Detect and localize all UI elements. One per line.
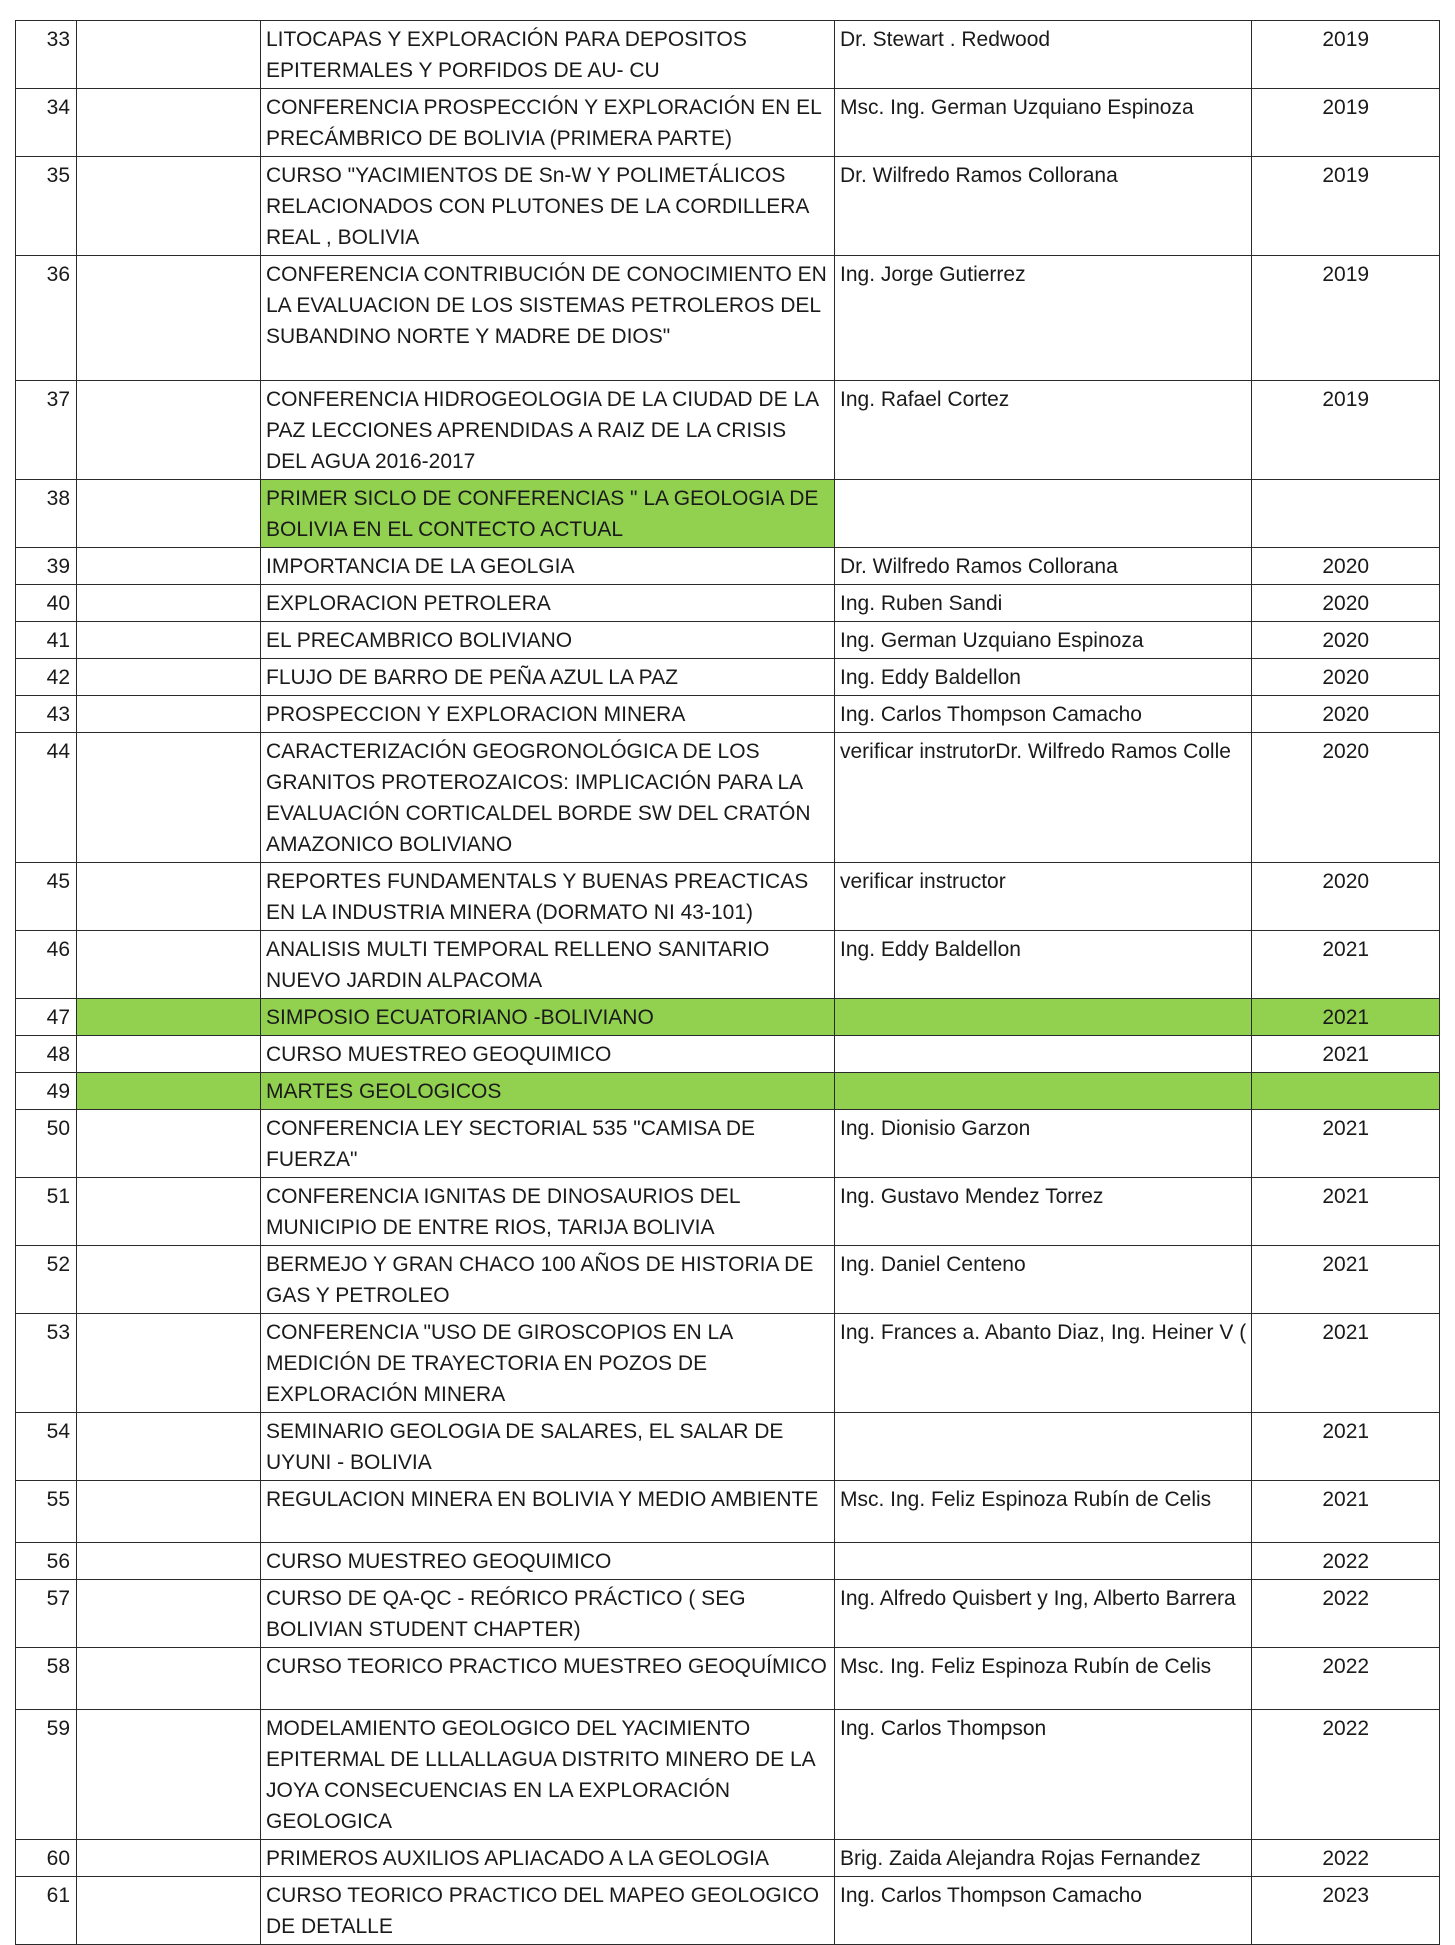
blank-cell [77,89,261,157]
row-number: 43 [16,696,77,733]
blank-cell [77,863,261,931]
course-title: PROSPECCION Y EXPLORACION MINERA [261,696,835,733]
year-cell: 2019 [1252,21,1440,89]
row-number: 53 [16,1314,77,1413]
table-row [16,1036,1440,1073]
table-row [16,999,1440,1036]
year-cell: 2020 [1252,548,1440,585]
year-cell: 2020 [1252,863,1440,931]
row-number: 42 [16,659,77,696]
blank-cell [77,1110,261,1178]
row-number: 34 [16,89,77,157]
table-row [16,585,1440,622]
blank-cell [77,1877,261,1945]
table-row [16,931,1440,999]
course-title: REPORTES FUNDAMENTALS Y BUENAS PREACTICAS EN LA INDUSTRIA MINERA (DORMATO NI 43-101) [261,863,835,931]
year-cell: 2021 [1252,999,1440,1036]
instructor-name [835,999,1252,1036]
table-row [16,1580,1440,1648]
instructor-name: Ing. Eddy Baldellon [835,659,1252,696]
instructor-name: Msc. Ing. Feliz Espinoza Rubín de Celis [835,1648,1252,1710]
year-cell: 2022 [1252,1580,1440,1648]
instructor-name: Ing. Ruben Sandi [835,585,1252,622]
table-row [16,1481,1440,1543]
blank-cell [77,157,261,256]
row-number: 55 [16,1481,77,1543]
instructor-name: Ing. Carlos Thompson Camacho [835,1877,1252,1945]
instructor-name: Msc. Ing. Feliz Espinoza Rubín de Celis [835,1481,1252,1543]
row-number: 57 [16,1580,77,1648]
instructor-name [835,1073,1252,1110]
course-title: PRIMER SICLO DE CONFERENCIAS " LA GEOLOGIA DE BOLIVIA EN EL CONTECTO ACTUAL [261,480,835,548]
course-title: CURSO TEORICO PRACTICO MUESTREO GEOQUÍMICO [261,1648,835,1710]
year-cell: 2020 [1252,733,1440,863]
row-number: 52 [16,1246,77,1314]
blank-cell [77,1580,261,1648]
course-title: EL PRECAMBRICO BOLIVIANO [261,622,835,659]
blank-cell [77,1648,261,1710]
blank-cell [77,1314,261,1413]
year-cell: 2021 [1252,1481,1440,1543]
table-row [16,733,1440,863]
instructor-name [835,1543,1252,1580]
year-cell: 2020 [1252,659,1440,696]
row-number: 36 [16,256,77,381]
table-row [16,89,1440,157]
row-number: 44 [16,733,77,863]
blank-cell [77,1413,261,1481]
course-title: CONFERENCIA CONTRIBUCIÓN DE CONOCIMIENTO EN LA EVALUACION DE LOS SISTEMAS PETROLEROS DEL SUBANDINO NORTE Y MADRE DE DIOS" [261,256,835,381]
course-title: CURSO TEORICO PRACTICO DEL MAPEO GEOLOGICO DE DETALLE [261,1877,835,1945]
year-cell: 2022 [1252,1840,1440,1877]
instructor-name: verificar instrutorDr. Wilfredo Ramos Colle [835,733,1252,863]
course-title: CURSO DE QA-QC - REÓRICO PRÁCTICO ( SEG BOLIVIAN STUDENT CHAPTER) [261,1580,835,1648]
instructor-name: Ing. Daniel Centeno [835,1246,1252,1314]
table-row [16,1073,1440,1110]
year-cell: 2022 [1252,1648,1440,1710]
course-title: IMPORTANCIA DE LA GEOLGIA [261,548,835,585]
year-cell [1252,480,1440,548]
instructor-name: Dr. Wilfredo Ramos Collorana [835,157,1252,256]
blank-cell [77,480,261,548]
year-cell: 2019 [1252,381,1440,480]
blank-cell [77,1481,261,1543]
instructor-name: Dr. Stewart . Redwood [835,21,1252,89]
course-title: CURSO "YACIMIENTOS DE Sn-W Y POLIMETÁLICOS RELACIONADOS CON PLUTONES DE LA CORDILLERA REAL , BOLIVIA [261,157,835,256]
blank-cell [77,585,261,622]
table-row [16,1543,1440,1580]
blank-cell [77,21,261,89]
year-cell: 2021 [1252,1246,1440,1314]
table-row [16,1314,1440,1413]
instructor-name: Ing. Jorge Gutierrez [835,256,1252,381]
year-cell: 2019 [1252,256,1440,381]
instructor-name: Ing. Dionisio Garzon [835,1110,1252,1178]
year-cell: 2021 [1252,1314,1440,1413]
course-title: BERMEJO Y GRAN CHACO 100 AÑOS DE HISTORIA DE GAS Y PETROLEO [261,1246,835,1314]
instructor-name [835,1413,1252,1481]
year-cell [1252,1073,1440,1110]
blank-cell [77,381,261,480]
table-row [16,1246,1440,1314]
row-number: 49 [16,1073,77,1110]
blank-cell [77,1246,261,1314]
year-cell: 2021 [1252,1036,1440,1073]
year-cell: 2019 [1252,89,1440,157]
blank-cell [77,1710,261,1840]
row-number: 35 [16,157,77,256]
instructor-name: Dr. Wilfredo Ramos Collorana [835,548,1252,585]
table-row [16,1877,1440,1945]
row-number: 59 [16,1710,77,1840]
course-title: CONFERENCIA PROSPECCIÓN Y EXPLORACIÓN EN EL PRECÁMBRICO DE BOLIVIA (PRIMERA PARTE) [261,89,835,157]
row-number: 47 [16,999,77,1036]
course-title: PRIMEROS AUXILIOS APLIACADO A LA GEOLOGIA [261,1840,835,1877]
row-number: 58 [16,1648,77,1710]
row-number: 56 [16,1543,77,1580]
year-cell: 2020 [1252,696,1440,733]
row-number: 60 [16,1840,77,1877]
year-cell: 2022 [1252,1543,1440,1580]
year-cell: 2022 [1252,1710,1440,1840]
instructor-name: Ing. German Uzquiano Espinoza [835,622,1252,659]
course-title: EXPLORACION PETROLERA [261,585,835,622]
year-cell: 2021 [1252,931,1440,999]
course-title: CARACTERIZACIÓN GEOGRONOLÓGICA DE LOS GRANITOS PROTEROZAICOS: IMPLICACIÓN PARA LA EVALUACIÓN CORTICALDEL BORDE SW DEL CRATÓN AMAZONICO BOLIVIANO [261,733,835,863]
year-cell: 2019 [1252,157,1440,256]
table-row [16,256,1440,381]
course-title: SIMPOSIO ECUATORIANO -BOLIVIANO [261,999,835,1036]
instructor-name: Ing. Eddy Baldellon [835,931,1252,999]
row-number: 46 [16,931,77,999]
course-title: CURSO MUESTREO GEOQUIMICO [261,1543,835,1580]
instructor-name: verificar instructor [835,863,1252,931]
course-title: ANALISIS MULTI TEMPORAL RELLENO SANITARIO NUEVO JARDIN ALPACOMA [261,931,835,999]
course-title: LITOCAPAS Y EXPLORACIÓN PARA DEPOSITOS EPITERMALES Y PORFIDOS DE AU- CU [261,21,835,89]
row-number: 45 [16,863,77,931]
table-row [16,1110,1440,1178]
course-title: CONFERENCIA LEY SECTORIAL 535 "CAMISA DE FUERZA" [261,1110,835,1178]
instructor-name: Brig. Zaida Alejandra Rojas Fernandez [835,1840,1252,1877]
year-cell: 2020 [1252,585,1440,622]
row-number: 40 [16,585,77,622]
course-title: MARTES GEOLOGICOS [261,1073,835,1110]
table-row [16,1710,1440,1840]
blank-cell [77,622,261,659]
blank-cell [77,1036,261,1073]
table-row [16,480,1440,548]
table-row [16,157,1440,256]
table-row [16,1648,1440,1710]
instructor-name [835,480,1252,548]
course-title: REGULACION MINERA EN BOLIVIA Y MEDIO AMBIENTE [261,1481,835,1543]
table-row [16,659,1440,696]
instructor-name: Ing. Gustavo Mendez Torrez [835,1178,1252,1246]
course-title: MODELAMIENTO GEOLOGICO DEL YACIMIENTO EPITERMAL DE LLLALLAGUA DISTRITO MINERO DE LA JOYA CONSECUENCIAS EN LA EXPLORACIÓN GEOLOGICA [261,1710,835,1840]
instructor-name [835,1036,1252,1073]
row-number: 39 [16,548,77,585]
courses-table [15,20,1440,1945]
table-row [16,21,1440,89]
row-number: 48 [16,1036,77,1073]
blank-cell [77,696,261,733]
blank-cell [77,1178,261,1246]
table-row [16,863,1440,931]
table-row [16,1840,1440,1877]
instructor-name: Msc. Ing. German Uzquiano Espinoza [835,89,1252,157]
table-row [16,696,1440,733]
table-body [16,21,1440,1945]
instructor-name: Ing. Carlos Thompson [835,1710,1252,1840]
year-cell: 2021 [1252,1413,1440,1481]
blank-cell [77,1073,261,1110]
blank-cell [77,1840,261,1877]
course-title: CONFERENCIA IGNITAS DE DINOSAURIOS DEL MUNICIPIO DE ENTRE RIOS, TARIJA BOLIVIA [261,1178,835,1246]
blank-cell [77,999,261,1036]
row-number: 51 [16,1178,77,1246]
row-number: 37 [16,381,77,480]
instructor-name: Ing. Alfredo Quisbert y Ing, Alberto Barrera [835,1580,1252,1648]
year-cell: 2021 [1252,1178,1440,1246]
row-number: 54 [16,1413,77,1481]
course-title: FLUJO DE BARRO DE PEÑA AZUL LA PAZ [261,659,835,696]
row-number: 41 [16,622,77,659]
instructor-name: Ing. Frances a. Abanto Diaz, Ing. Heiner V ( [835,1314,1252,1413]
blank-cell [77,256,261,381]
row-number: 50 [16,1110,77,1178]
row-number: 61 [16,1877,77,1945]
course-title: CURSO MUESTREO GEOQUIMICO [261,1036,835,1073]
table-row [16,1413,1440,1481]
blank-cell [77,659,261,696]
course-title: SEMINARIO GEOLOGIA DE SALARES, EL SALAR DE UYUNI - BOLIVIA [261,1413,835,1481]
table-row [16,548,1440,585]
row-number: 38 [16,480,77,548]
year-cell: 2020 [1252,622,1440,659]
year-cell: 2023 [1252,1877,1440,1945]
row-number: 33 [16,21,77,89]
instructor-name: Ing. Carlos Thompson Camacho [835,696,1252,733]
blank-cell [77,548,261,585]
table-row [16,1178,1440,1246]
table-row [16,381,1440,480]
course-title: CONFERENCIA "USO DE GIROSCOPIOS EN LA MEDICIÓN DE TRAYECTORIA EN POZOS DE EXPLORACIÓN MINERA [261,1314,835,1413]
table-row [16,622,1440,659]
course-title: CONFERENCIA HIDROGEOLOGIA DE LA CIUDAD DE LA PAZ LECCIONES APRENDIDAS A RAIZ DE LA CRISIS DEL AGUA 2016-2017 [261,381,835,480]
instructor-name: Ing. Rafael Cortez [835,381,1252,480]
blank-cell [77,1543,261,1580]
year-cell: 2021 [1252,1110,1440,1178]
blank-cell [77,733,261,863]
blank-cell [77,931,261,999]
